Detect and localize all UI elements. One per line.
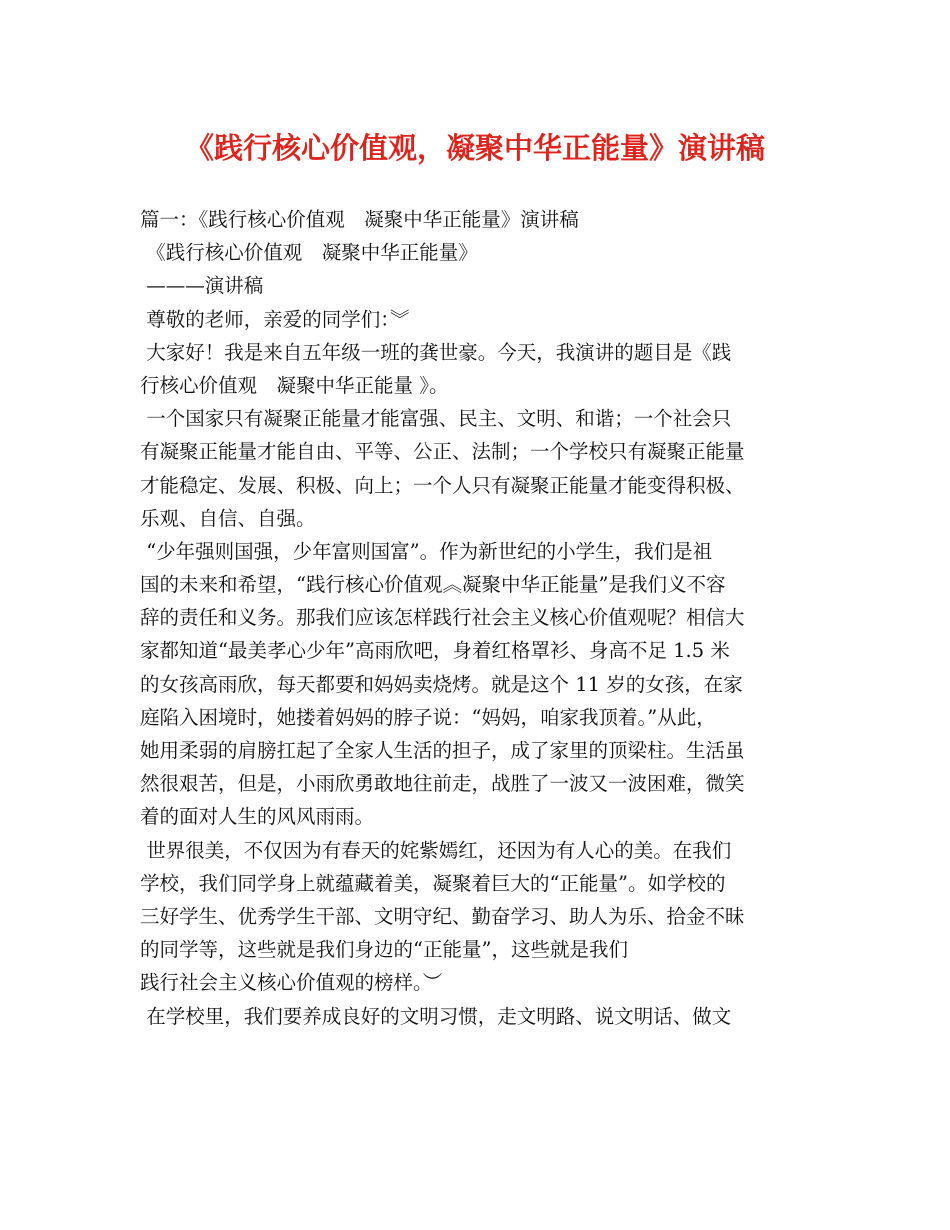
document-title: 《践行核心价值观，凝聚中华正能量》演讲稿 (184, 131, 765, 165)
text-line: 然很艰苦，但是，小雨欣勇敢地往前走，战胜了一波又一波困难，微笑 (140, 772, 745, 796)
text-line: “少年强则国强，少年富则国富”。作为新世纪的小学生，我们是祖 (140, 539, 713, 563)
text-line: 学校，我们同学身上就蕴藏着美，凝聚着巨大的“正能量”。如学校的 (140, 871, 726, 895)
text-line: 她用柔弱的肩膀扛起了全家人生活的担子，成了家里的顶梁柱。生活虽 (140, 739, 745, 762)
text-line: 一个国家只有凝聚正能量才能富强、民主、文明、和谐；一个社会只 (140, 407, 732, 431)
text-line: 庭陷入困境时，她搂着妈妈的脖子说：“妈妈，咱家我顶着。”从此， (140, 705, 716, 729)
text-line: ———演讲稿 (140, 274, 264, 298)
text-line: 辞的责任和义务。那我们应该怎样践行社会主义核心价值观呢？相信大 (140, 606, 745, 630)
text-line: 的女孩高雨欣，每天都要和妈妈卖烧烤。就是这个 11 岁的女孩，在家 (140, 672, 743, 696)
text-line: 尊敬的老师，亲爱的同学们：︾ (140, 307, 410, 331)
text-line: 大家好！我是来自五年级一班的龚世豪。今天，我演讲的题目是《践 (140, 340, 732, 364)
text-line: 篇一：《践行核心价值观 凝聚中华正能量》演讲稿 (140, 208, 579, 231)
text-line: 《践行核心价值观 凝聚中华正能量》 (140, 241, 478, 265)
text-line: 世界很美，不仅因为有春天的姹紫嫣红，还因为有人心的美。在我们 (140, 838, 732, 862)
text-line: 行核心价值观 凝聚中华正能量 》。 (140, 373, 449, 397)
text-line: 家都知道“最美孝心少年”高雨欣吧，身着红格罩衫、身高不足 1.5 米 (140, 639, 730, 663)
text-line: 才能稳定、发展、积极、向上；一个人只有凝聚正能量才能变得积极、 (140, 473, 745, 497)
text-line: 在学校里，我们要养成良好的文明习惯，走文明路、说文明话、做文 (140, 1004, 732, 1028)
text-line: 三好学生、优秀学生干部、文明守纪、勤奋学习、助人为乐、拾金不昧 (140, 904, 745, 928)
text-line: 乐观、自信、自强。 (140, 506, 316, 530)
text-line: 国的未来和希望，“践行核心价值观︽凝聚中华正能量”是我们义不容 (140, 573, 726, 597)
text-line: 践行社会主义核心价值观的榜样。︶ (140, 971, 443, 995)
text-line: 着的面对人生的风风雨雨。 (140, 805, 375, 829)
text-line: 有凝聚正能量才能自由、平等、公正、法制；一个学校只有凝聚正能量 (140, 440, 745, 464)
document-body (140, 203, 840, 1033)
text-line: 的同学等，这些就是我们身边的“正能量”，这些就是我们 (140, 938, 628, 962)
